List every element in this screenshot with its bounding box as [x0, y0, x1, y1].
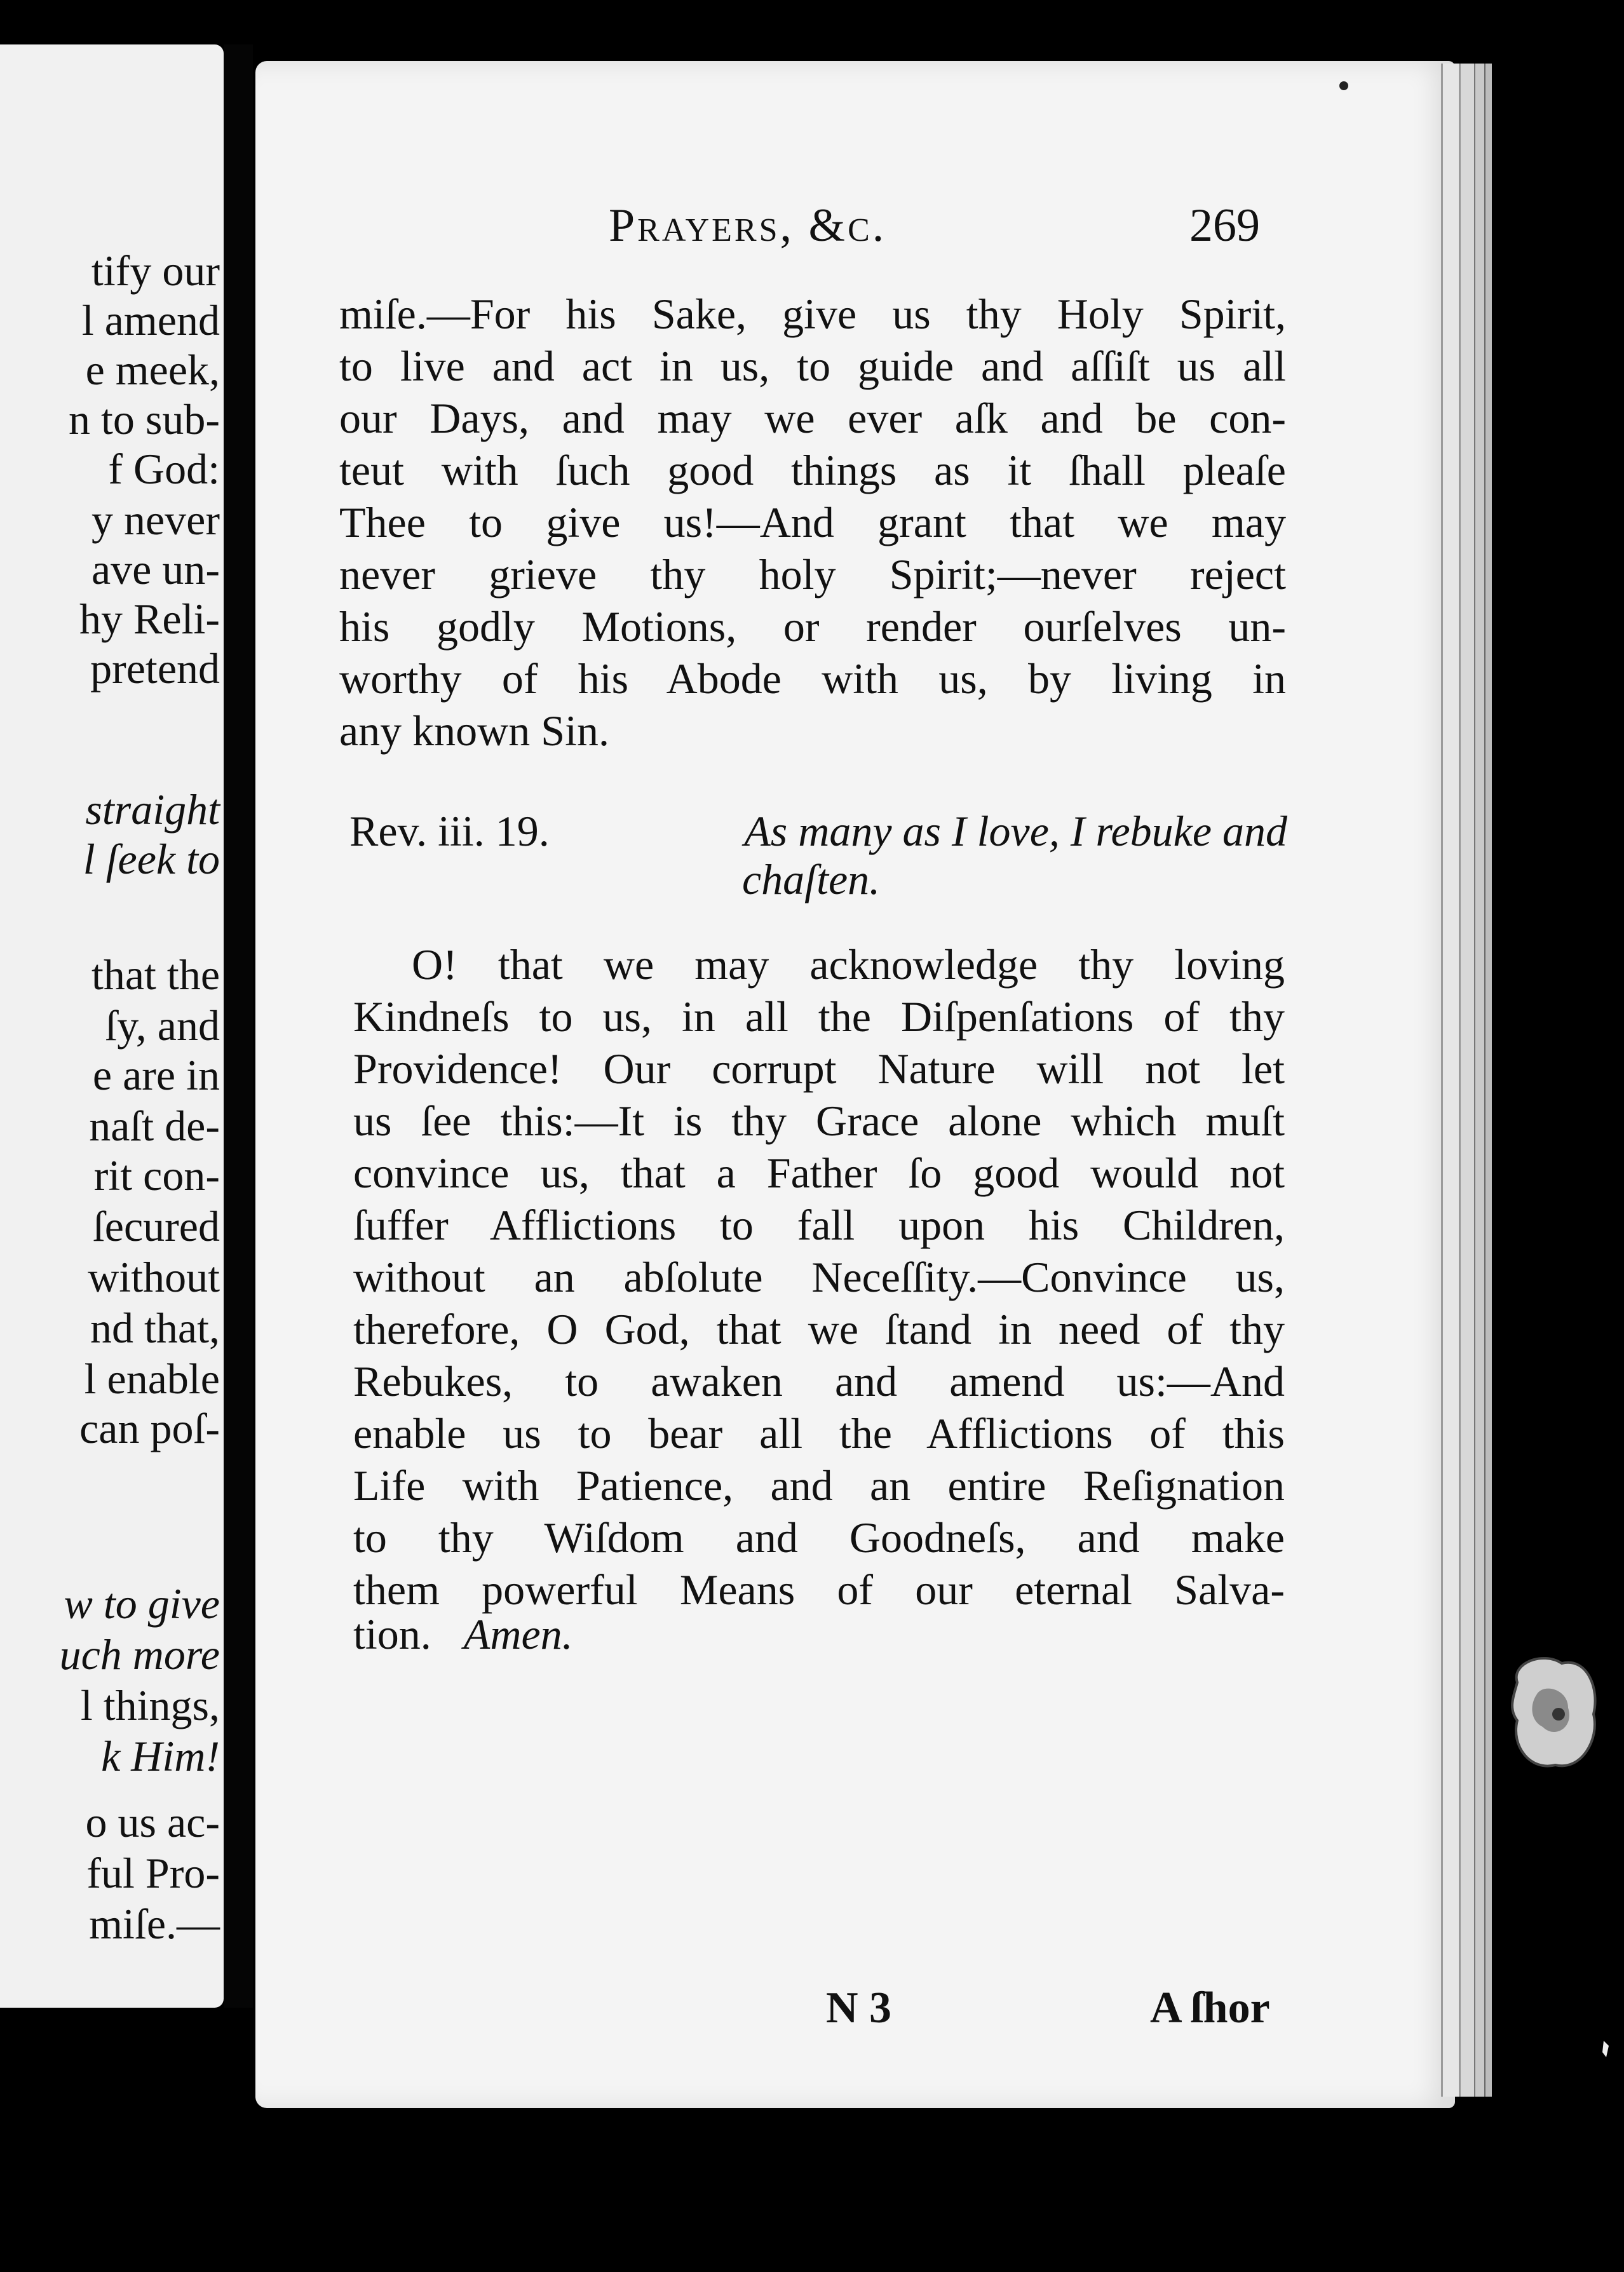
- left-page-line: ave un-: [91, 545, 220, 593]
- left-page-line: o us ac-: [85, 1798, 220, 1846]
- left-page-line: e meek,: [85, 346, 220, 394]
- left-page-line: miſe.—: [89, 1900, 220, 1948]
- catchword: A ſhor: [1150, 1984, 1270, 2032]
- paragraph-2-line: Kindneſs to us, in all the Diſpenſations of thy: [353, 992, 1285, 1041]
- paragraph-2-line: therefore, O God, that we ſtand in need of thy: [353, 1305, 1285, 1353]
- left-page-line: ſy, and: [105, 1001, 220, 1050]
- paragraph-2-line: enable us to bear all the Afflictions of this: [353, 1409, 1285, 1457]
- left-page-line: y never: [91, 496, 220, 544]
- paragraph-1-line: never grieve thy holy Spirit;—never reject: [339, 550, 1286, 598]
- page-edge: [1441, 64, 1461, 2097]
- paragraph-1-line: any known Sin.: [339, 707, 609, 755]
- page-edge: [1484, 64, 1492, 2097]
- scripture-reference-line: [349, 809, 1287, 853]
- paragraph-1-line: his godly Motions, or render ourſelves un-: [339, 602, 1286, 651]
- paper-damage-stain: [1505, 1644, 1601, 1778]
- paragraph-2-line: O! that we may acknowledge thy loving: [412, 940, 1285, 989]
- left-page-line: straight: [85, 785, 220, 834]
- left-page-line: l enable: [84, 1355, 220, 1403]
- paragraph-2-line: Providence! Our corrupt Nature will not let: [353, 1045, 1285, 1093]
- signature-mark: N 3: [826, 1984, 892, 2032]
- left-page-line: k Him!: [101, 1732, 220, 1780]
- page-number: 269: [1189, 199, 1260, 252]
- scripture-reference: Rev. iii. 19.: [349, 807, 550, 855]
- left-page-line: tify our: [91, 247, 220, 295]
- left-page-line: hy Reli-: [79, 595, 220, 643]
- left-page-line: that the: [91, 950, 220, 999]
- amen: Amen.: [463, 1610, 573, 1658]
- left-page-line: n to sub-: [69, 395, 220, 443]
- paragraph-2-line: them powerful Means of our eternal Salva-: [353, 1565, 1285, 1614]
- left-page-line: ſecured: [92, 1202, 220, 1250]
- paragraph-2-line: ſuffer Afflictions to fall upon his Children,: [353, 1201, 1285, 1249]
- closing-text: tion.: [353, 1610, 431, 1658]
- left-page-line: uch more: [59, 1630, 220, 1679]
- paragraph-2-line: Rebukes, to awaken and amend us:—And: [353, 1357, 1285, 1405]
- left-page-line: l amend: [81, 296, 220, 344]
- paragraph-2-line: convince us, that a Father ſo good would not: [353, 1149, 1285, 1197]
- left-page-line: without: [88, 1253, 220, 1301]
- left-page-line: w to give: [64, 1579, 220, 1628]
- paragraph-1-line: Thee to give us!—And grant that we may: [339, 498, 1286, 546]
- book-gutter: [224, 44, 253, 2008]
- paragraph-2-line: without an abſolute Neceſſity.—Convince us,: [353, 1253, 1285, 1301]
- paragraph-2-line: to thy Wiſdom and Goodneſs, and make: [353, 1513, 1285, 1562]
- paragraph-2-line: us ſee this:—It is thy Grace alone which muſt: [353, 1097, 1285, 1145]
- paragraph-1-line: teut with ſuch good things as it ſhall pleaſe: [339, 446, 1286, 494]
- left-page-line: rit con-: [93, 1151, 220, 1200]
- left-page-line: e are in: [92, 1051, 220, 1099]
- running-head: Prayers, &c.: [609, 199, 887, 252]
- left-page-line: f God:: [108, 445, 220, 493]
- scripture-quote: As many as I love, I rebuke and: [744, 807, 1287, 855]
- paragraph-1-line: miſe.—For his Sake, give us thy Holy Spirit,: [339, 290, 1286, 338]
- left-page-line: l things,: [80, 1681, 220, 1729]
- left-page-line: pretend: [90, 644, 220, 693]
- closing-line: [353, 1610, 573, 1658]
- left-page-line: l ſeek to: [83, 835, 220, 883]
- left-page: [0, 44, 224, 2008]
- paragraph-1-line: worthy of his Abode with us, by living in: [339, 654, 1286, 703]
- scripture-quote-continued: chaſten.: [742, 855, 881, 903]
- left-page-line: can poſ-: [79, 1404, 220, 1452]
- page-edge: [1459, 64, 1476, 2097]
- paragraph-2-line: Life with Patience, and an entire Reſignation: [353, 1461, 1285, 1510]
- ink-speck: [1339, 81, 1348, 90]
- ink-speck: [1601, 2039, 1610, 2059]
- left-page-line: ful Pro-: [86, 1849, 220, 1897]
- left-page-line: nd that,: [90, 1304, 220, 1352]
- left-page-line: naſt de-: [89, 1102, 220, 1150]
- paragraph-1-line: our Days, and may we ever aſk and be con-: [339, 394, 1286, 442]
- paragraph-1-line: to live and act in us, to guide and aſſiſt us all: [339, 342, 1286, 390]
